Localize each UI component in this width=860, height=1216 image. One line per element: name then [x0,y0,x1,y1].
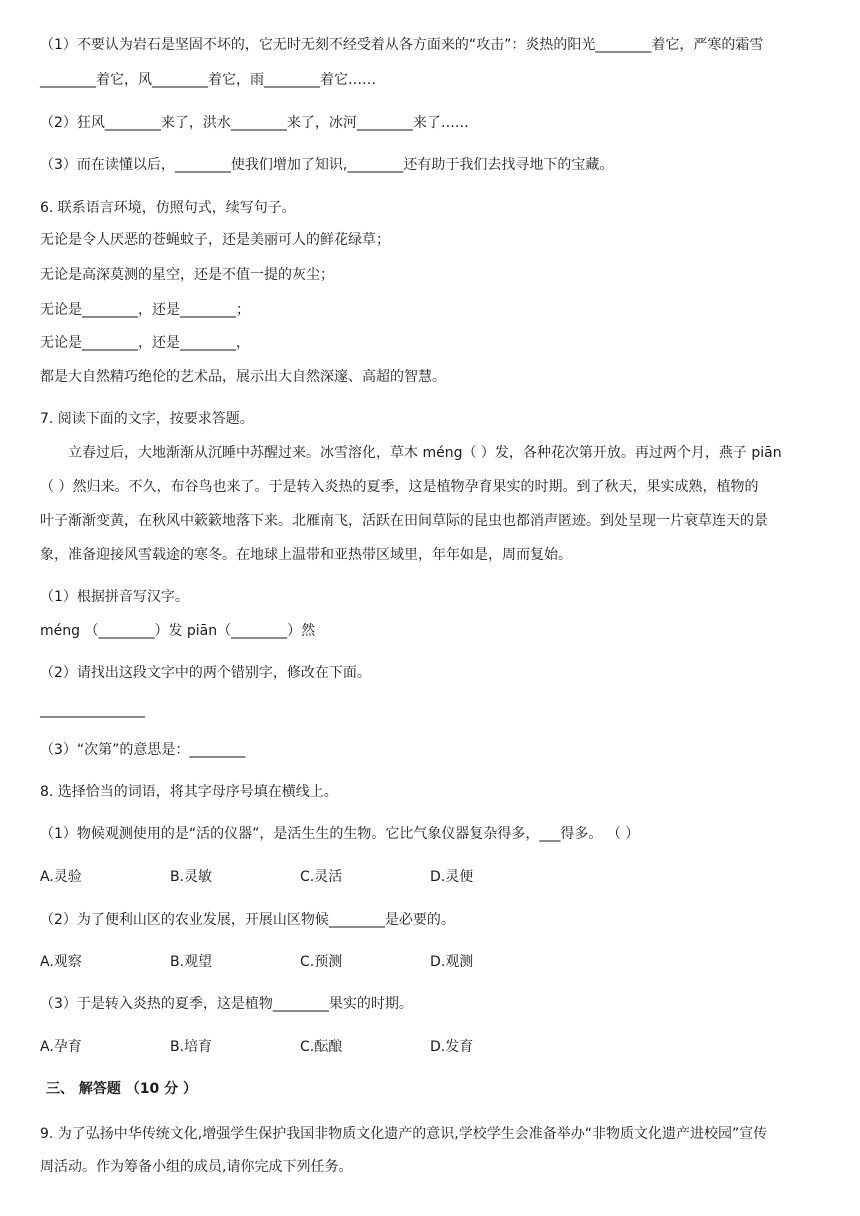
q7-passage-line: 立春过后，大地渐渐从沉睡中苏醒过来。冰雪溶化，草木 méng（ ）发，各种花次第开放。再过两个月，燕子 piān [68,445,782,461]
q8-option: B.灵敏 [170,869,213,885]
q7-passage-line: 象，准备迎接风雪载途的寒冬。在地球上温带和亚热带区域里，年年如是，周而复始。 [40,547,572,563]
q8-option: B.观望 [170,954,213,970]
q7-sub2: （2）请找出这段文字中的两个错别字，修改在下面。 [40,665,371,681]
section-heading: 三、 解答题 （10 分 ） [46,1081,197,1097]
q8-option: A.观察 [40,954,82,970]
q8-option: C.酝酿 [300,1039,343,1055]
q5-item3: （3）而在读懂以后，________使我们增加了知识,________还有助于我们去找寻地下的宝藏。 [40,157,614,173]
q6-stem: 6. 联系语言环境，仿照句式，续写句子。 [40,200,296,216]
q7-sub1-answer: méng （________）发 piān（________）然 [40,623,316,639]
q6-line: 无论是________，还是________； [40,302,250,318]
q8-option: D.灵便 [430,869,474,885]
q5-item1-line1: （1）不要认为岩石是坚固不坏的，它无时无刻不经受着从各方面来的“攻击”：炎热的阳光________着它，严寒的霜雪 [40,37,764,53]
q7-sub2-blank: _______________ [40,702,145,718]
q6-line: 无论是________，还是________， [40,335,250,351]
q7-sub3: （3）“次第”的意思是：________ [40,742,246,758]
q5-item2: （2）狂风________来了，洪水________来了，冰河________来了…… [40,115,469,131]
q6-line: 无论是令人厌恶的苍蝇蚊子，还是美丽可人的鲜花绿草； [40,232,390,248]
q5-item1-line2: ________着它，风________着它，雨________着它…… [40,72,376,88]
q8-question: （1）物候观测使用的是“活的仪器”，是活生生的生物。它比气象仪器复杂得多，___得多。 （ ） [40,826,640,842]
q8-option: C.预测 [300,954,343,970]
q6-line: 都是大自然精巧绝伦的艺术品，展示出大自然深邃、高超的智慧。 [40,369,446,385]
q8-option: A.孕育 [40,1039,82,1055]
q9-line: 周活动。作为筹备小组的成员,请你完成下列任务。 [40,1159,353,1175]
q8-option: B.培育 [170,1039,213,1055]
q8-option: A.灵验 [40,869,82,885]
q8-stem: 8. 选择恰当的词语，将其字母序号填在横线上。 [40,784,338,800]
q8-option: D.观测 [430,954,474,970]
q8-question: （3）于是转入炎热的夏季，这是植物________果实的时期。 [40,996,413,1012]
q8-question: （2）为了便利山区的农业发展，开展山区物候________是必要的。 [40,912,455,928]
q7-passage-line: （ ）然归来。不久，布谷鸟也来了。于是转入炎热的夏季，这是植物孕育果实的时期。到了秋天，果实成熟，植物的 [40,479,759,495]
q9-line: 9. 为了弘扬中华传统文化,增强学生保护我国非物质文化遗产的意识,学校学生会准备举办“非物质文化遗产进校园”宣传 [40,1126,768,1142]
q6-line: 无论是高深莫测的星空，还是不值一提的灰尘； [40,267,334,283]
q8-option: D.发育 [430,1039,474,1055]
q7-sub1: （1）根据拼音写汉字。 [40,589,189,605]
q7-stem: 7. 阅读下面的文字，按要求答题。 [40,411,254,427]
q7-passage-line: 叶子渐渐变黄，在秋风中簌簌地落下来。北雁南飞，活跃在田间草际的昆虫也都消声匿迹。到处呈现一片衰草连天的景 [40,513,768,529]
q8-option: C.灵活 [300,869,343,885]
